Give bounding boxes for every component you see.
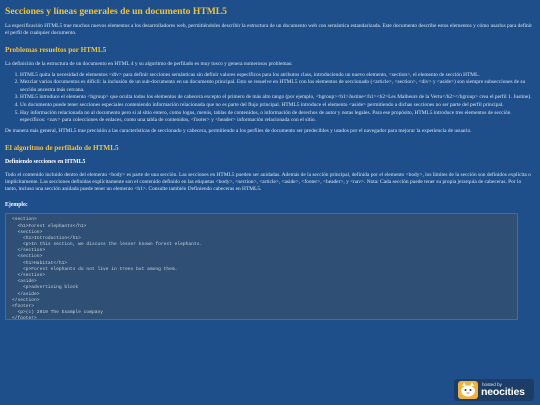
neocities-badge[interactable] <box>454 379 534 401</box>
badge-hosted-by-label: hosted by <box>482 382 502 387</box>
list-item: 5. Hay información relacionada no al documento pero si al sitio entero, como logos, menús, tablas de contenidos, o información de derechos de autor y notas legales. Para ese propósito, HTML5 introduce tres elementos de sección específicos: <nav> para colecciones de enlaces, como una tabla de contenidos, <footer> y <header> información relacionada con el sitio. <box>20 110 533 124</box>
page-title: Secciones y líneas generales de un documento HTML5 <box>5 6 227 17</box>
section-heading-algorithm: El algoritmo de perfilado de HTML5 <box>5 144 119 153</box>
list-item: 1. HTML5 quita la necesidad de elementos <div> para definir secciones semánticas sin definir valores específicos para los atributos class, introduciendo un nuevo elemento, <section>, el elemento de sección HTML. <box>20 72 533 79</box>
example-code-block: <section> <h1>Forest elephants</h1> <section> <h1>Introduction</h1> <p>In this section, we discuss the lesser known forest elephants. </section> <section> <h1>Habitat</h1> <p>Forest elephants do not live in trees but among them. </section> <aside> <p>advertising block </aside> </section> <footer> <p>(c) 2010 The Example company </footer> <box>5 213 518 320</box>
section-heading-problems: Problemas resueltos por HTML5 <box>5 45 107 54</box>
example-heading: Ejemplo: <box>5 202 28 209</box>
list-item: 3. HTML5 introduce el elemento <hgroup> que oculta todos los elementos de cabecera excepto el primero de más alto rango (por ejemplo, <hgroup><h1>Justine</h1><h2>Les Malheurs de la Vertu</h2></hgroup> crea el perfil 1. Justine). <box>20 94 533 101</box>
document-page <box>5 6 533 320</box>
badge-neocities-label: neocities <box>481 386 525 398</box>
problems-lead-paragraph: La definición de la estructura de un documento en HTML 4 y su algoritmo de perfilado es muy tosco y genera numerosos problemas: <box>5 60 293 67</box>
subheading-defining-sections: Definiendo secciones en HTML5 <box>5 158 86 165</box>
intro-paragraph: La especificación HTML5 trae muchos nuevos elementos a los desarrolladores web, permitiéndoles describir la estructura de un documento web con semántica estandarizada. Este documento describe estos elementos y cómo usarlos para definir el perfil de cualquier documento. <box>5 22 533 36</box>
problems-list <box>5 72 533 124</box>
defining-sections-paragraph: Todo el contenido incluido dentro del elemento <body> es parte de una sección. Las secciones en HTML5 pueden ser anidadas. Además de la sección principal, definida por el elemento <body>, los límites de la sección son definidos explícita o implícitamente. Las secciones definidas explícitamente son el contenido definido en las etiquetas <body>, <section>, <article>, <aside>, <footer>, <header>, y <nav>. Nota: Cada sección puede tener su propia jerarquía de cabeceras. Por lo tanto, incluso una sección anidada puede tener un elemento <h1>. Consulte también Definiendo cabeceras en HTML5. <box>5 171 531 193</box>
list-item: 4. Un documento puede tener secciones especiales conteniendo información relacionada que no es parte del flujo principal. HTML5 introduce el elemento <aside> permitiendo a dichas secciones no ser parte del perfil principal. <box>20 102 533 109</box>
problems-closing-paragraph: De manera más general, HTML5 trae precisión a las características de seccionado y cabecera, permitiendo a los perfiles de documento ser predecibles y usados por el navegador para mejorar la experiencia de usuario. <box>5 128 472 135</box>
list-item: 2. Mezclar varios documentos es difícil: la inclusión de un sub-documento en un documento principal. Esto se resuelve en HTML5 con los elementos de seccionado (<article>, <section>, <div> y <aside>) son siempre subsecciones de su sección ancestra más cercana. <box>20 79 533 93</box>
neocities-cat-icon <box>457 380 479 400</box>
